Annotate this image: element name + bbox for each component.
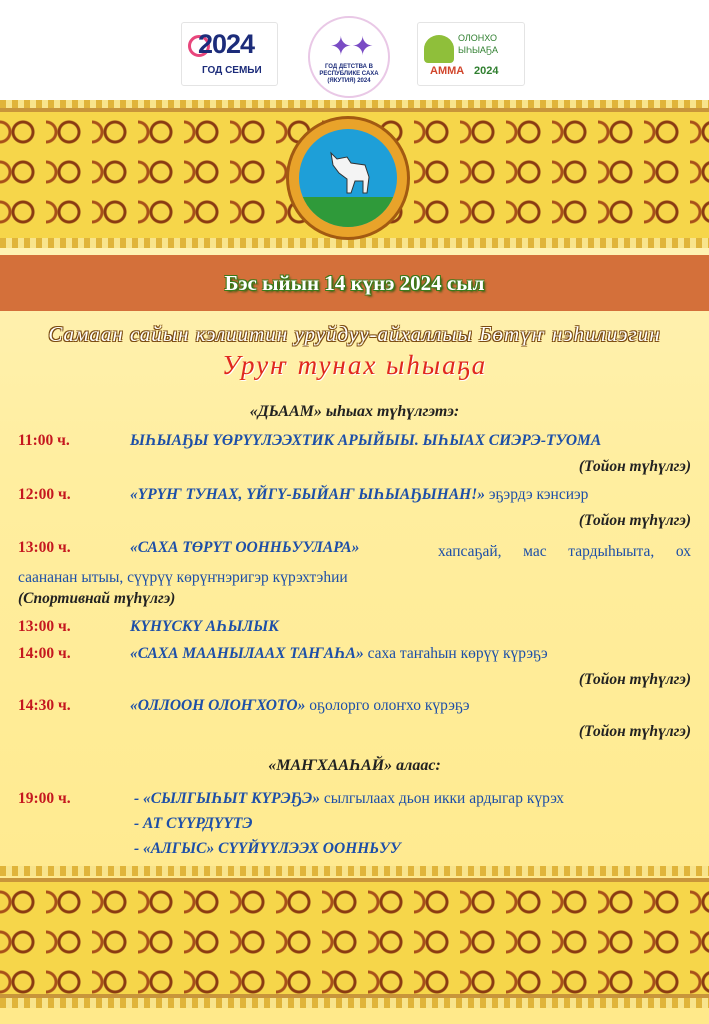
event-title: «САХА МААНЫЛААХ ТАҤАҺА» bbox=[130, 645, 364, 662]
event-venue: (Тойон түһүлгэ) bbox=[578, 458, 691, 475]
olonho-logo-year: 2024 bbox=[474, 65, 499, 77]
event-venue: (Тойон түһүлгэ) bbox=[578, 723, 691, 740]
event-venue: (Спортивнай түһүлгэ) bbox=[18, 590, 176, 607]
event-detail: эҕэрдэ кэнсиэр bbox=[488, 486, 589, 503]
evening-item bbox=[134, 815, 691, 833]
olonho-logo-line1: ОЛОНХО bbox=[458, 33, 498, 43]
olonho-logo-line2: ЫҺЫАҔА bbox=[458, 45, 498, 55]
event-time: 13:00 ч. bbox=[18, 539, 71, 556]
event-title: «ОЛЛООН ОЛОҤХОТО» bbox=[130, 697, 306, 714]
event-description bbox=[130, 486, 691, 504]
event-title: «ҮРҮҤ ТУНАХ, ҮЙГҮ-БЫЙАҤ ЫҺЫАҔЫНАН!» bbox=[130, 486, 486, 503]
event-title: «САХА ТӨРҮТ ООННЬУУЛАРА» bbox=[130, 539, 360, 556]
family-logo-number: 2024 bbox=[198, 29, 255, 59]
bottom-ornament-band bbox=[0, 878, 709, 998]
event-time: 11:00 ч. bbox=[18, 432, 70, 449]
event-title: КҮНҮСКҮ АҺЫЛЫК bbox=[130, 618, 279, 635]
event-description bbox=[130, 645, 691, 663]
wolf-emblem-icon bbox=[286, 116, 410, 240]
year-of-childhood-logo bbox=[308, 16, 390, 98]
event-venue: (Тойон түһүлгэ) bbox=[578, 671, 691, 688]
event-detail: хапсаҕай, мас тардыһыыта, ох саананан ытыы, сүүрүү көрүҥнэригэр күрэхтэһии bbox=[18, 543, 691, 586]
evening-item bbox=[134, 840, 691, 858]
event-title: - АТ СҮҮРДҮҮТЭ bbox=[134, 815, 253, 832]
wolf-icon bbox=[317, 143, 379, 205]
ornament-stripe bbox=[0, 998, 709, 1008]
event-time: 13:00 ч. bbox=[18, 618, 71, 635]
event-title: - «АЛГЫС» СҮҮЙҮҮЛЭЭХ ООННЬУУ bbox=[134, 840, 401, 857]
event-time: 19:00 ч. bbox=[18, 790, 71, 807]
event-venue: (Тойон түһүлгэ) bbox=[578, 512, 691, 529]
evening-item bbox=[134, 790, 691, 808]
event-detail: оҕолорго олоҥхо күрэҕэ bbox=[309, 697, 470, 714]
emblem-field bbox=[299, 129, 397, 227]
section-heading-mankhaahay: «МАҤХААҺАЙ» алаас: bbox=[268, 757, 441, 774]
logo-bar bbox=[0, 0, 709, 100]
ornament-stripe bbox=[0, 866, 709, 876]
headline-line1: Самаан сайын кэлиитин уруйдуу-айхаллыы Бөтүҥ нэһилиэгин bbox=[48, 322, 661, 346]
event-description bbox=[130, 697, 691, 715]
event-title: - «СЫЛГЫҺЫТ КҮРЭҔЭ» bbox=[134, 790, 321, 807]
event-description bbox=[130, 618, 691, 636]
date-banner bbox=[0, 255, 709, 311]
olonho-logo bbox=[417, 22, 525, 86]
event-time: 14:30 ч. bbox=[18, 697, 71, 714]
event-title: ЫҺЫАҔЫ ҮӨРҮҮЛЭЭХТИК АРЫЙЫЫ. ЫҺЫАХ СИЭРЭ-ТУОМА bbox=[130, 432, 602, 449]
event-time: 12:00 ч. bbox=[18, 486, 71, 503]
event-description bbox=[130, 432, 691, 450]
family-logo-caption: ГОД СЕМЬИ bbox=[202, 65, 262, 76]
event-time: 14:00 ч. bbox=[18, 645, 71, 662]
event-detail: саха таҥаһын көрүү күрэҕэ bbox=[367, 645, 548, 662]
childhood-logo-caption: ГОД ДЕТСТВА В РЕСПУБЛИКЕ САХА (ЯКУТИЯ) 2024 bbox=[319, 64, 379, 84]
section-heading-dyaam: «ДЬААМ» ыһыах түһүлгэтэ: bbox=[249, 403, 460, 420]
olonho-logo-brand: АММА bbox=[430, 65, 465, 77]
year-of-family-logo bbox=[181, 22, 278, 86]
children-icon: ✦✦ bbox=[330, 32, 374, 62]
event-detail: сылгылаах дьон икки ардыгар күрэх bbox=[323, 790, 565, 807]
event-date: Бэс ыйын 14 күнэ 2024 сыл bbox=[224, 270, 485, 295]
olonho-emblem-icon bbox=[424, 35, 454, 63]
headline-line2: Уруҥ тунах ыһыаҕа bbox=[221, 350, 488, 380]
